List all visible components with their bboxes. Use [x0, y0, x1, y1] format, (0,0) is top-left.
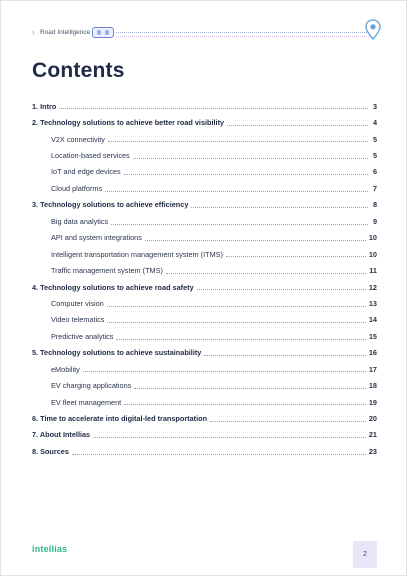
dot-leader — [226, 255, 366, 257]
dot-leader — [166, 272, 366, 274]
toc-subsection-entry[interactable] — [32, 213, 377, 229]
page-number: 2 — [363, 551, 367, 558]
toc-section-entry[interactable] — [32, 345, 377, 361]
toc-subsection-entry[interactable] — [32, 164, 377, 180]
toc-subsection-entry[interactable] — [32, 361, 377, 377]
toc-entry-page: 7 — [372, 183, 377, 193]
toc-entry-page: 4 — [372, 118, 377, 128]
toc-entry-title: 7. About Intellias — [32, 430, 91, 440]
toc-entry-title: Traffic management system (TMS) — [51, 266, 163, 276]
toc-entry-title: V2X connectivity — [51, 134, 105, 144]
dot-leader — [227, 124, 368, 126]
toc-entry-page: 8 — [372, 200, 377, 210]
toc-subsection-entry[interactable] — [32, 230, 377, 246]
dot-leader — [191, 206, 368, 208]
toc-entry-title: EV charging applications — [51, 381, 132, 391]
toc-entry-title: 3. Technology solutions to achieve efficiency — [32, 200, 189, 210]
toc-section-entry[interactable] — [32, 114, 377, 130]
toc-entry-page: 16 — [368, 348, 377, 358]
toc-entry-page: 12 — [368, 282, 377, 292]
dot-leader — [210, 420, 366, 422]
toc-subsection-entry[interactable] — [32, 377, 377, 393]
toc-entry-page: 19 — [368, 397, 377, 407]
toc-subsection-entry[interactable] — [32, 312, 377, 328]
toc-entry-page: 10 — [368, 249, 377, 259]
toc-subsection-entry[interactable] — [32, 328, 377, 344]
page-number-badge — [353, 541, 377, 568]
toc-entry-page: 23 — [368, 446, 377, 456]
toc-subsection-entry[interactable] — [32, 246, 377, 262]
toc-entry-page: 5 — [372, 151, 377, 161]
toc-entry-page: 15 — [368, 331, 377, 341]
page-title: Contents — [32, 59, 125, 82]
dot-leader — [111, 223, 368, 225]
dot-leader — [116, 338, 365, 340]
toc-entry-title: IoT and edge devices — [51, 167, 121, 177]
toc-entry-page: 3 — [372, 101, 377, 111]
toc-entry-page: 20 — [368, 414, 377, 424]
dot-leader — [124, 173, 368, 175]
toc-section-entry[interactable] — [32, 98, 377, 114]
toc-subsection-entry[interactable] — [32, 180, 377, 196]
toc-entry-page: 5 — [372, 134, 377, 144]
toc-entry-title: Computer vision — [51, 298, 104, 308]
toc-entry-page: 14 — [368, 315, 377, 325]
toc-entry-page: 10 — [368, 233, 377, 243]
dot-leader — [59, 107, 368, 109]
dot-leader — [83, 370, 366, 372]
location-pin-icon — [365, 19, 381, 41]
dot-leader — [124, 403, 366, 405]
dot-leader — [204, 354, 366, 356]
toc-entry-title: 1. Intro — [32, 101, 57, 111]
road-line-decoration — [116, 32, 371, 37]
car-icon — [92, 27, 114, 38]
table-of-contents — [32, 98, 377, 460]
toc-section-entry[interactable] — [32, 279, 377, 295]
toc-entry-title: 8. Sources — [32, 446, 69, 456]
toc-entry-title: eMobility — [51, 364, 80, 374]
toc-entry-page: 6 — [372, 167, 377, 177]
toc-entry-title: 4. Technology solutions to achieve road safety — [32, 282, 194, 292]
toc-entry-title: 2. Technology solutions to achieve better road visibility — [32, 118, 225, 128]
toc-section-entry[interactable] — [32, 197, 377, 213]
intellias-logo: intellias — [32, 544, 68, 554]
dot-leader — [108, 140, 368, 142]
dot-leader — [197, 288, 366, 290]
breadcrumb[interactable]: Road Intelligence — [40, 29, 91, 36]
toc-entry-title: Location-based services — [51, 151, 130, 161]
toc-entry-title: API and system integrations — [51, 233, 142, 243]
toc-entry-page: 11 — [369, 266, 377, 276]
toc-subsection-entry[interactable] — [32, 262, 377, 278]
dot-leader — [93, 436, 366, 438]
toc-entry-page: 9 — [372, 216, 377, 226]
toc-entry-title: 5. Technology solutions to achieve sustainability — [32, 348, 202, 358]
toc-subsection-entry[interactable] — [32, 147, 377, 163]
dot-leader — [133, 157, 368, 159]
dot-leader — [105, 190, 368, 192]
toc-section-entry[interactable] — [32, 443, 377, 459]
toc-subsection-entry[interactable] — [32, 394, 377, 410]
toc-entry-title: Cloud platforms — [51, 183, 103, 193]
chevron-right-icon: › — [32, 28, 35, 37]
page-header — [32, 23, 382, 43]
dot-leader — [134, 387, 366, 389]
toc-entry-title: Predictive analytics — [51, 331, 114, 341]
toc-entry-title: 6. Time to accelerate into digital-led transportation — [32, 414, 208, 424]
toc-subsection-entry[interactable] — [32, 295, 377, 311]
toc-entry-page: 18 — [368, 381, 377, 391]
toc-entry-title: Big data analytics — [51, 216, 109, 226]
toc-entry-title: Intelligent transportation management system (ITMS) — [51, 249, 223, 259]
toc-section-entry[interactable] — [32, 427, 377, 443]
toc-entry-page: 17 — [368, 364, 377, 374]
toc-entry-title: Video telematics — [51, 315, 105, 325]
toc-entry-page: 13 — [368, 298, 377, 308]
toc-section-entry[interactable] — [32, 410, 377, 426]
toc-entry-title: EV fleet management — [51, 397, 122, 407]
dot-leader — [145, 239, 366, 241]
dot-leader — [107, 305, 366, 307]
toc-entry-page: 21 — [368, 430, 377, 440]
dot-leader — [72, 453, 366, 455]
dot-leader — [107, 321, 365, 323]
toc-subsection-entry[interactable] — [32, 131, 377, 147]
